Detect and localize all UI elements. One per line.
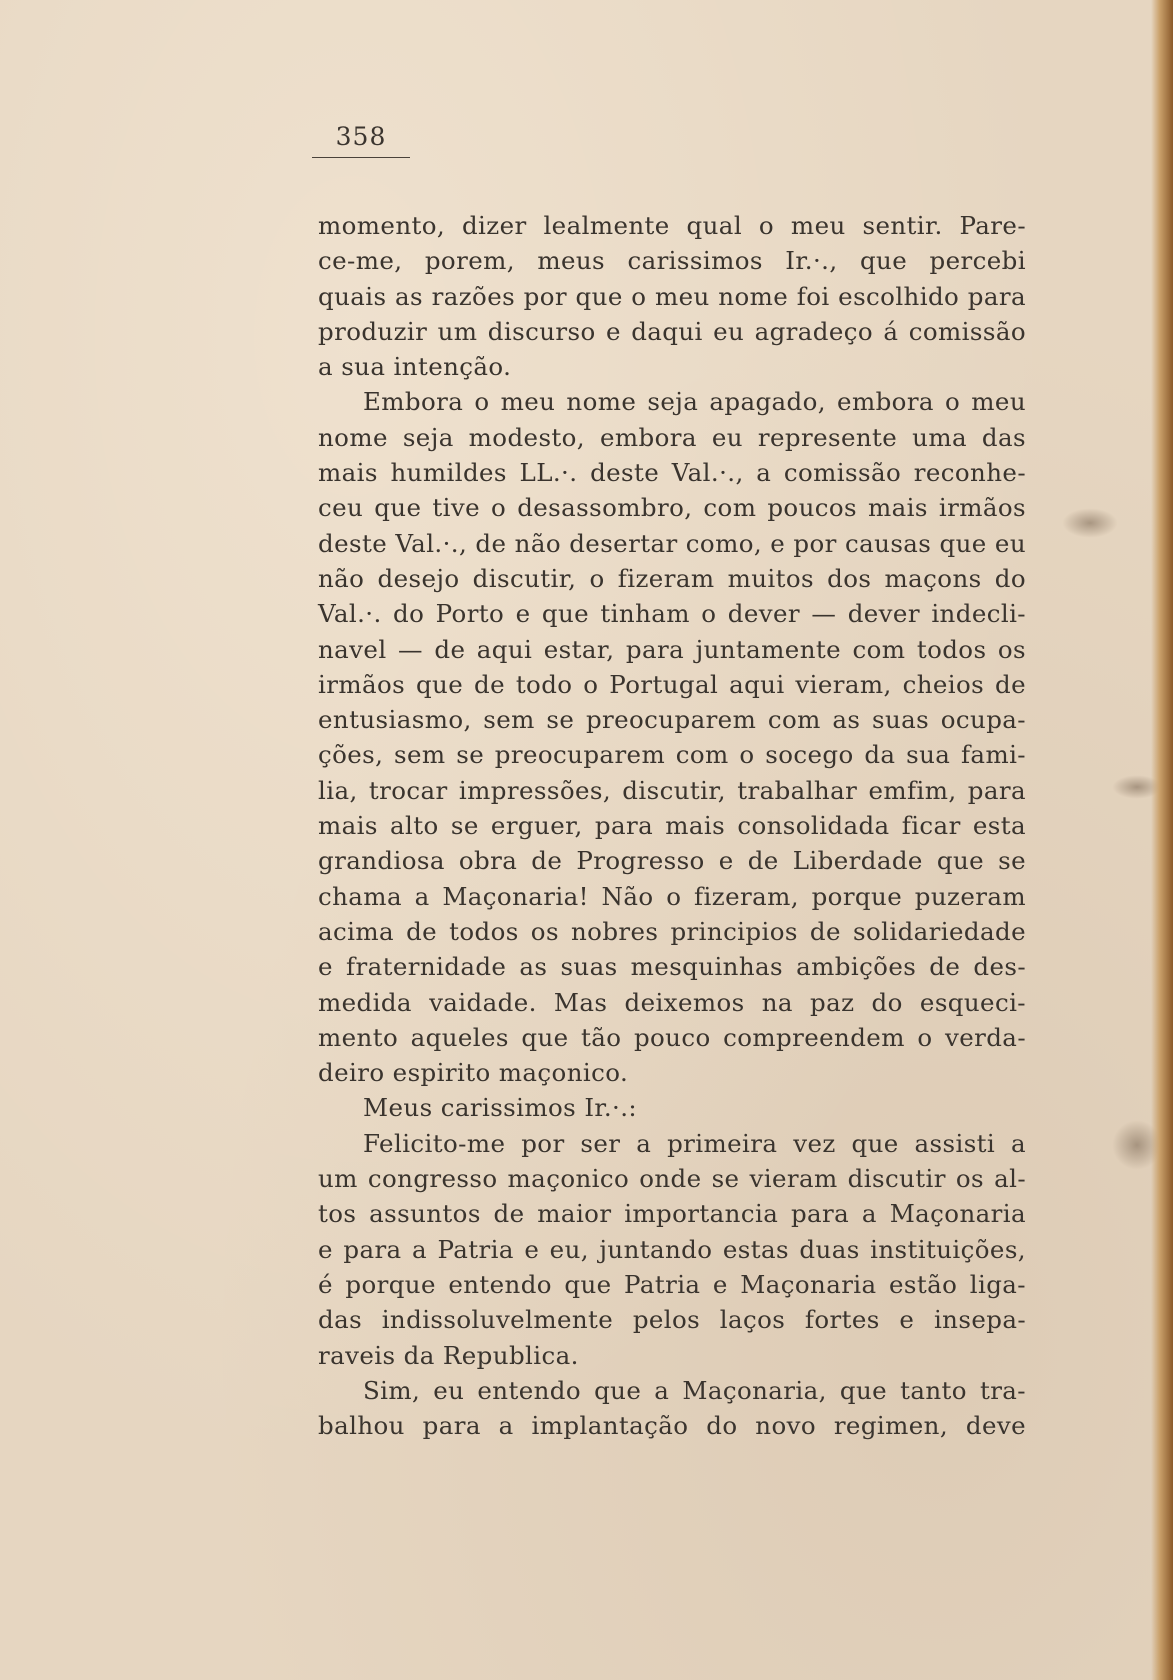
text-line: raveis da Republica. [318, 1340, 579, 1370]
text-line: momento, dizer lealmente qual o meu sentir. Pare- [318, 211, 1026, 240]
text-line: ce-me, porem, meus carissimos Ir.·., que percebi [318, 246, 1026, 276]
text-line: é porque entendo que Patria e Maçonaria estão liga- [318, 1269, 1026, 1299]
body-text [318, 208, 1026, 1443]
paper-stain [1062, 508, 1118, 538]
text-line: produzir um discurso e daqui eu agradeço á comissão [318, 316, 1026, 346]
text-line: balhou para a implantação do novo regimen, deve [318, 1411, 1026, 1441]
page-number: 358 [335, 122, 387, 151]
text-line: Embora o meu nome seja apagado, embora o meu [363, 387, 1026, 417]
text-line: entusiasmo, sem se preocuparem com as suas ocupa- [318, 705, 1026, 735]
text-line: Felicito-me por ser a primeira vez que assisti a [363, 1128, 1026, 1158]
page-number-rule [312, 157, 410, 158]
text-line: e fraternidade as suas mesquinhas ambições de des- [318, 952, 1026, 982]
text-line: medida vaidade. Mas deixemos na paz do esqueci- [318, 987, 1026, 1017]
text-line: Sim, eu entendo que a Maçonaria, que tanto tra- [363, 1375, 1026, 1405]
text-line: Meus carissimos Ir.·.: [363, 1093, 638, 1123]
text-line: tos assuntos de maior importancia para a Maçonaria [318, 1199, 1026, 1229]
text-line: lia, trocar impressões, discutir, trabalhar emfim, para [318, 775, 1026, 805]
text-line: mais humildes LL.·. deste Val.·., a comissão reconhe- [318, 458, 1026, 488]
text-line: mento aqueles que tão pouco compreendem o verda- [318, 1022, 1026, 1052]
text-line: chama a Maçonaria! Não o fizeram, porque puzeram [318, 881, 1026, 911]
text-line: deiro espirito maçonico. [318, 1058, 629, 1088]
text-line: ceu que tive o desassombro, com poucos mais irmãos [318, 493, 1026, 523]
text-line: ções, sem se preocuparem com o socego da sua fami- [318, 740, 1026, 770]
text-line: deste Val.·., de não desertar como, e por causas que eu [318, 528, 1026, 558]
text-line: navel — de aqui estar, para juntamente com todos os [318, 634, 1026, 664]
text-line: acima de todos os nobres principios de solidariedade [318, 916, 1026, 946]
text-line: das indissoluvelmente pelos laços fortes e insepa- [318, 1305, 1026, 1335]
text-line: grandiosa obra de Progresso e de Liberdade que se [318, 846, 1026, 876]
text-line: mais alto se erguer, para mais consolidada ficar esta [318, 811, 1026, 841]
text-line: quais as razões por que o meu nome foi escolhido para [318, 281, 1026, 311]
text-line: Val.·. do Porto e que tinham o dever — dever indecli- [318, 599, 1026, 629]
text-line: e para a Patria e eu, juntando estas duas instituições, [318, 1234, 1026, 1264]
page-binding-edge [1151, 0, 1173, 1680]
text-line: um congresso maçonico onde se vieram discutir os al- [318, 1164, 1026, 1194]
text-line: nome seja modesto, embora eu represente uma das [318, 422, 1026, 452]
text-line: não desejo discutir, o fizeram muitos dos maçons do [318, 563, 1026, 593]
text-line: a sua intenção. [318, 352, 512, 382]
text-line: irmãos que de todo o Portugal aqui vieram, cheios de [318, 669, 1026, 699]
